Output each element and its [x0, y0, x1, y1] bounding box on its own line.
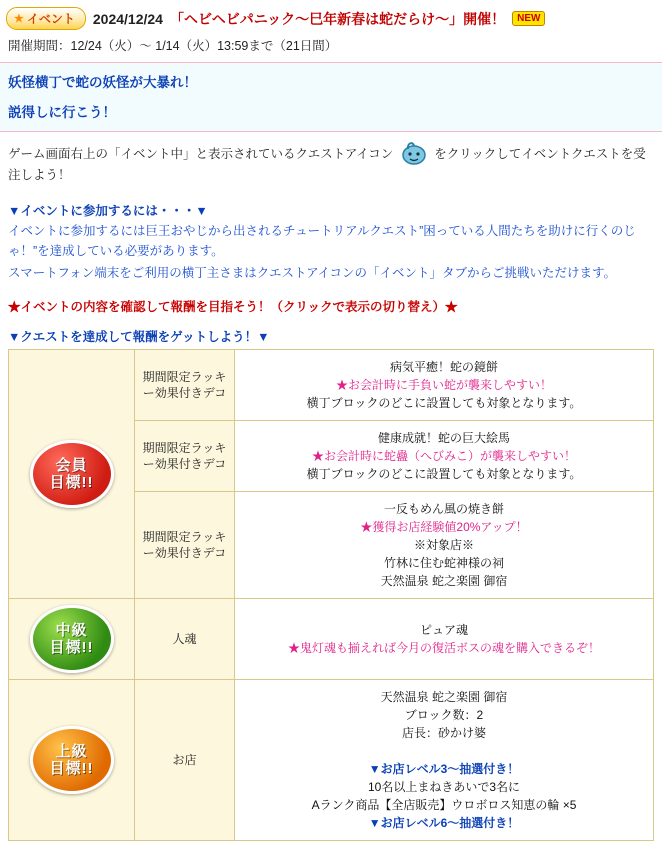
reward-detail-cell	[235, 599, 654, 680]
reward-kind-cell: お店	[135, 680, 235, 841]
reward-detail-line	[241, 742, 647, 760]
tagline-line-1: 妖怪横丁で蛇の妖怪が大暴れ！	[8, 75, 197, 90]
quest-event-icon	[397, 140, 431, 166]
reward-toggle-link[interactable]: ★イベントの内容を確認して報酬を目指そう！（クリックで表示の切り替え）★	[8, 300, 458, 315]
join-body-2: スマートフォン端末をご利用の横丁主さまはクエストアイコンの「イベント」タブからご挑戦いただけます。	[8, 266, 617, 281]
quest-section-heading: ▼クエストを達成して報酬をゲットしよう！▼	[8, 330, 270, 345]
reward-detail-line: ▼お店レベル6～抽選付き！	[368, 816, 520, 831]
table-row	[9, 350, 654, 421]
new-badge: NEW	[512, 11, 545, 26]
reward-detail-line: ★お会計時に手負い蛇が襲来しやすい！	[335, 378, 552, 393]
reward-detail-cell	[235, 421, 654, 492]
rank-seal-cell	[9, 680, 135, 841]
rank-label: 会員 目標!!	[49, 457, 94, 492]
join-heading: ▼イベントに参加するには・・・▼	[8, 204, 208, 219]
reward-detail-line: ピュア魂	[419, 623, 468, 638]
reward-kind-cell: 期間限定ラッキー効果付きデコ	[135, 492, 235, 599]
reward-detail-cell	[235, 350, 654, 421]
event-badge	[6, 7, 86, 30]
reward-detail-cell	[235, 680, 654, 841]
reward-detail-line: ★獲得お店経験値20%アップ！	[360, 520, 528, 535]
event-tagline	[0, 63, 662, 131]
rank-seal-cell	[9, 599, 135, 680]
reward-kind-cell: 期間限定ラッキー効果付きデコ	[135, 421, 235, 492]
join-body-1: イベントに参加するには巨王おやじから出されるチュートリアルクエスト”困っている人間たちを助けに行くのじゃ！”を達成している必要があります。	[8, 224, 636, 259]
reward-detail-line: 天然温泉 蛇之楽園 御宿	[380, 690, 508, 705]
star-icon: ★	[14, 13, 24, 25]
reward-detail-line: 10名以上まねきあいで3名に	[367, 780, 521, 795]
reward-kind-cell: 人魂	[135, 599, 235, 680]
join-section	[0, 191, 662, 287]
intro-text-after: をクリックしてイベントクエストを受注しよう！	[8, 147, 646, 182]
reward-detail-line: ※対象店※	[413, 538, 474, 553]
table-row	[9, 680, 654, 841]
reward-detail-line: 一反もめん風の焼き餅	[383, 502, 504, 517]
reward-kind-cell: 期間限定ラッキー効果付きデコ	[135, 350, 235, 421]
reward-detail-line: 横丁ブロックのどこに設置しても対象となります。	[306, 467, 582, 482]
reward-detail-line: 横丁ブロックのどこに設置しても対象となります。	[306, 396, 582, 411]
reward-detail-line: ブロック数：2	[404, 708, 484, 723]
rank-seal-icon	[30, 726, 114, 794]
rank-seal-icon	[30, 440, 114, 508]
event-badge-label: イベント	[26, 12, 75, 26]
event-period: 開催期間：12/24（火）～ 1/14（火）13:59まで（21日間）	[8, 39, 338, 53]
reward-detail-line: 健康成就！蛇の巨大絵馬	[377, 431, 510, 446]
event-title: 「ヘビヘビパニック～巳年新春は蛇だらけ～」開催！	[169, 10, 506, 27]
reward-detail-line: ▼お店レベル3～抽選付き！	[368, 762, 520, 777]
reward-detail-line: 天然温泉 蛇之楽園 御宿	[380, 574, 508, 589]
intro-paragraph	[0, 132, 662, 191]
rank-label: 上級 目標!!	[49, 743, 94, 778]
intro-text-before: ゲーム画面右上の「イベント中」と表示されているクエストアイコン	[8, 147, 394, 161]
event-header	[0, 0, 662, 34]
rank-seal-cell	[9, 350, 135, 599]
rank-seal-icon	[30, 605, 114, 673]
reward-detail-cell	[235, 492, 654, 599]
reward-detail-line: 病気平癒！蛇の鏡餅	[389, 360, 498, 375]
tagline-line-2: 説得しに行こう！	[8, 105, 116, 120]
reward-detail-line: ★鬼灯魂も揃えれば今月の復活ボスの魂を購入できるぞ！	[287, 641, 600, 656]
rank-label: 中級 目標!!	[49, 622, 94, 657]
reward-detail-line: 店長：砂かけ婆	[401, 726, 486, 741]
reward-detail-line: ★お会計時に蛇蠱（へびみこ）が襲来しやすい！	[311, 449, 576, 464]
reward-detail-line: 竹林に住む蛇神様の祠	[383, 556, 504, 571]
event-date: 2024/12/24	[92, 10, 163, 27]
reward-detail-line: Aランク商品【全店販売】ウロボロス知恵の輪 ×5	[311, 798, 577, 813]
quest-reward-table	[8, 349, 654, 841]
table-row	[9, 599, 654, 680]
